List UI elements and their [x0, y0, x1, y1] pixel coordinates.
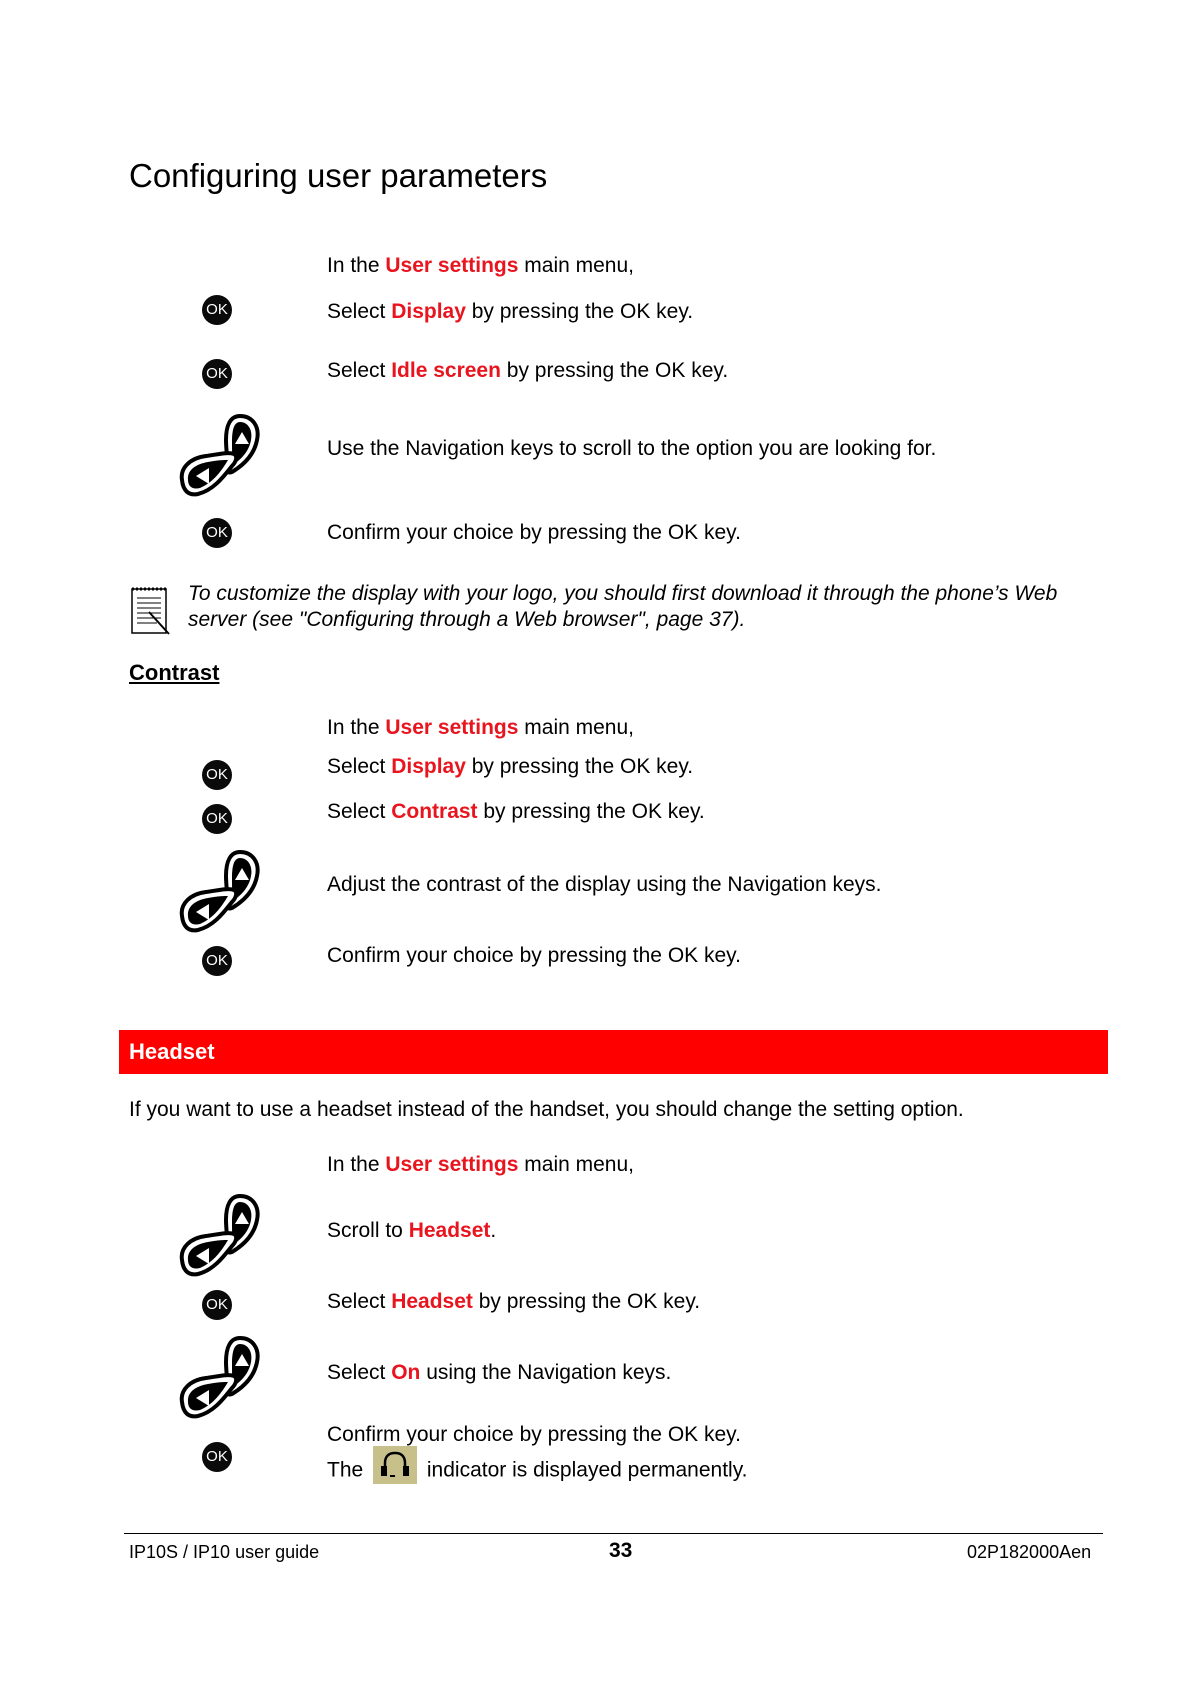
document-reference: 02P182000Aen — [967, 1542, 1092, 1562]
ok-key-icon: OK — [202, 804, 232, 834]
navigation-keys-icon — [176, 410, 262, 500]
ok-key-icon: OK — [202, 359, 232, 389]
footer-divider — [124, 1533, 1103, 1534]
step-text: Select On using the Navigation keys. — [327, 1361, 672, 1384]
ok-key-icon: OK — [202, 760, 232, 790]
section-heading-contrast: Contrast — [129, 660, 220, 685]
step-text: Select Display by pressing the OK key. — [327, 300, 694, 323]
step-text: Select Idle screen by pressing the OK key. — [327, 359, 729, 382]
step-text: Select Headset by pressing the OK key. — [327, 1290, 701, 1313]
step-text: In the User settings main menu, — [327, 1153, 634, 1176]
step-text: In the User settings main menu, — [327, 254, 634, 277]
step-text: Select Contrast by pressing the OK key. — [327, 800, 705, 823]
ok-key-icon: OK — [202, 518, 232, 548]
indicator-text: The indicator is displayed permanently. — [327, 1456, 747, 1486]
step-text: Confirm your choice by pressing the OK key. — [327, 944, 741, 967]
note-icon — [129, 584, 171, 636]
step-text: Adjust the contrast of the display using the Navigation keys. — [327, 873, 882, 896]
step-text: Scroll to Headset. — [327, 1219, 497, 1242]
navigation-keys-icon — [176, 1190, 262, 1280]
step-text: Confirm your choice by pressing the OK key. — [327, 521, 741, 544]
ok-key-icon: OK — [202, 295, 232, 325]
section-heading-headset: Headset — [129, 1039, 215, 1064]
step-text: Use the Navigation keys to scroll to the option you are looking for. — [327, 437, 937, 460]
navigation-keys-icon — [176, 1332, 262, 1422]
step-text: In the User settings main menu, — [327, 716, 634, 739]
step-text: Select Display by pressing the OK key. — [327, 755, 694, 778]
page-title: Configuring user parameters — [129, 157, 548, 194]
ok-key-icon: OK — [202, 1290, 232, 1320]
ok-key-icon: OK — [202, 1442, 232, 1472]
ok-key-icon: OK — [202, 946, 232, 976]
note-text: To customize the display with your logo, you should first download it through the phone’s Web server (see "Configuring through a Web browser", page 37). — [188, 582, 1058, 631]
step-text: Confirm your choice by pressing the OK key. — [327, 1423, 741, 1446]
section-banner — [119, 1030, 1108, 1074]
intro-text: If you want to use a headset instead of the handset, you should change the setting option. — [129, 1098, 964, 1121]
page-number: 33 — [609, 1539, 633, 1562]
navigation-keys-icon — [176, 846, 262, 936]
headset-indicator-icon — [373, 1446, 417, 1484]
footer-title: IP10S / IP10 user guide — [129, 1542, 320, 1562]
